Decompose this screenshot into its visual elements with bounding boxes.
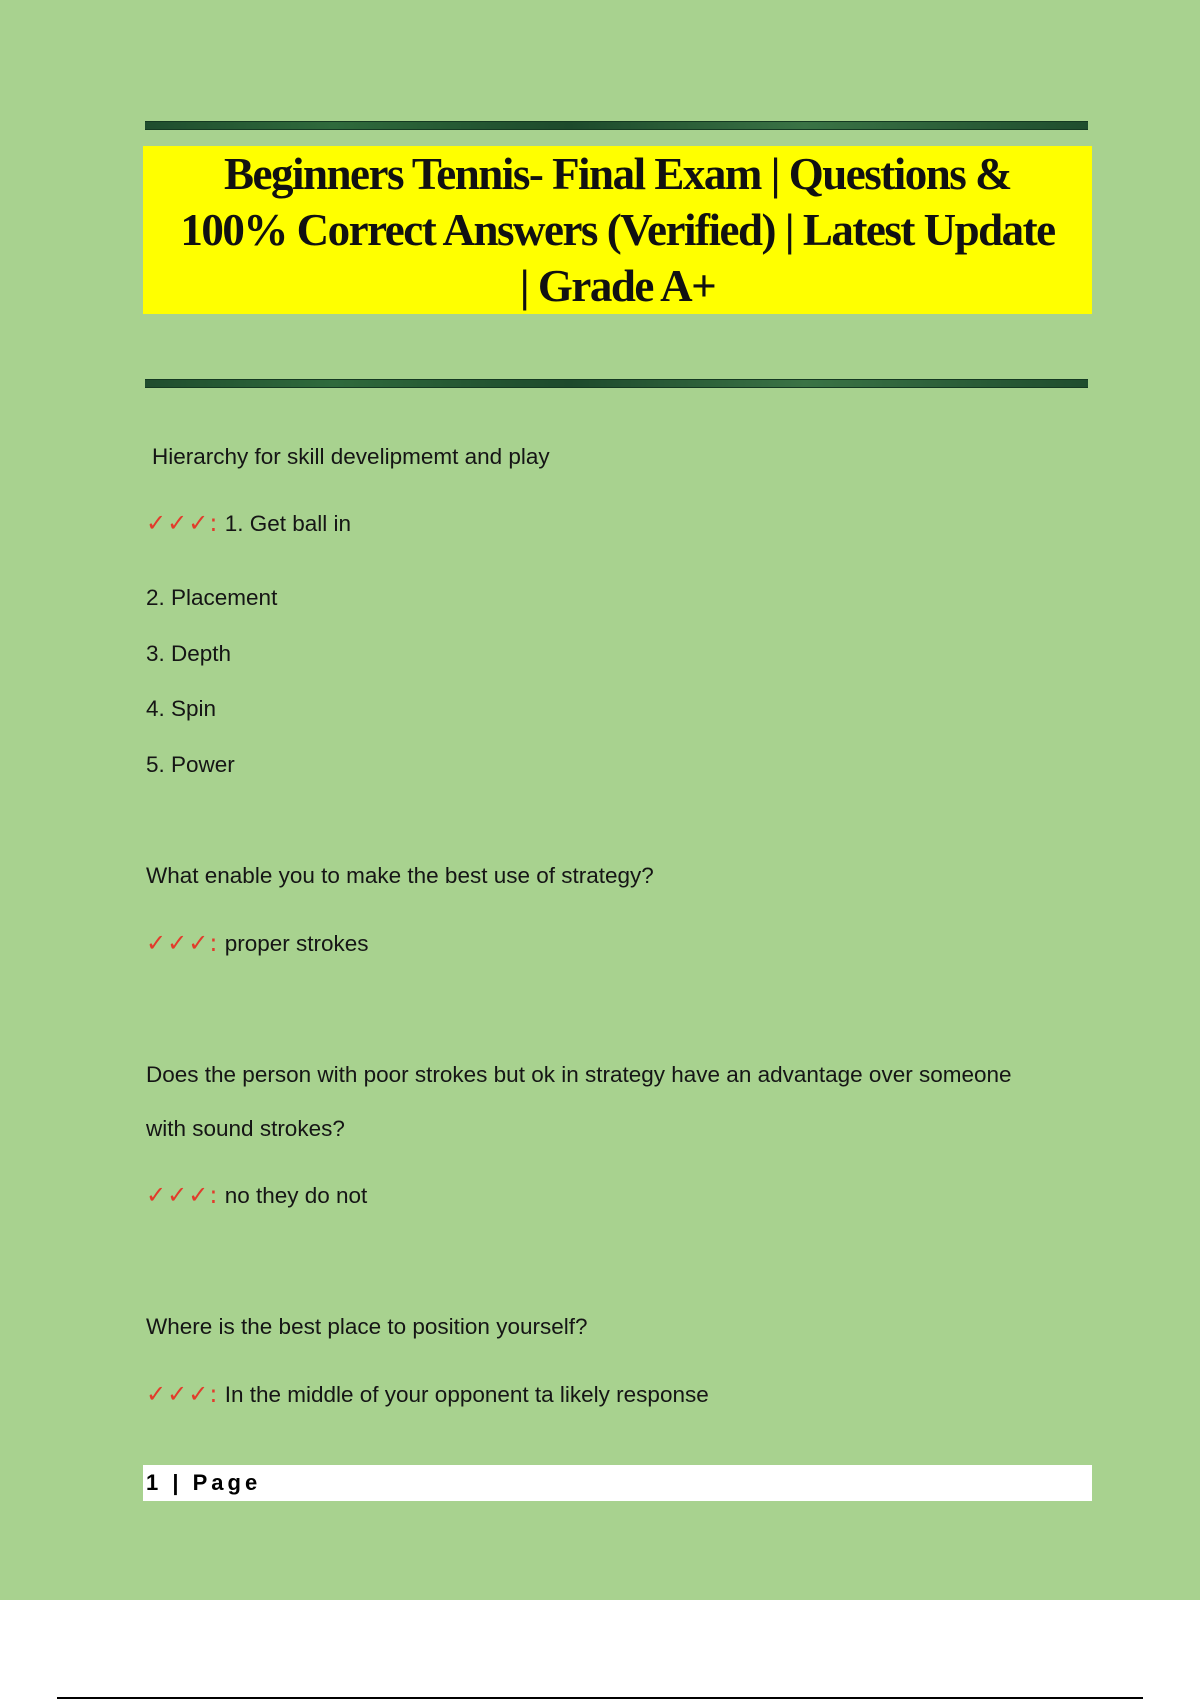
check-mark-icon: ✓✓✓: [146, 1181, 219, 1209]
question-3-line-2: with sound strokes? [146, 1116, 345, 1141]
document-title: Beginners Tennis- Final Exam | Questions & 100% Correct Answers (Verified) | Latest Update | Grade A+ [180, 149, 1055, 311]
check-mark-icon: ✓✓✓: [146, 929, 219, 957]
list-item: 3. Depth [146, 641, 232, 666]
answer-3 [146, 1181, 367, 1210]
question-3-line-1: Does the person with poor strokes but ok in strategy have an advantage over someone [146, 1062, 1012, 1087]
check-mark-icon: ✓✓✓: [146, 1380, 219, 1408]
answer-1 [146, 509, 351, 538]
question-2: What enable you to make the best use of strategy? [146, 863, 654, 888]
answer-4 [146, 1380, 709, 1409]
page-number: 1 | Page [146, 1470, 262, 1495]
answer-3-text: no they do not [224, 1183, 368, 1208]
answer-2 [146, 929, 369, 958]
answer-2-text: proper strokes [224, 931, 369, 956]
bottom-divider [145, 379, 1088, 388]
question-1: Hierarchy for skill develipmemt and play [152, 444, 550, 469]
title-highlight-box [143, 146, 1092, 314]
page-separator-line [57, 1697, 1143, 1699]
question-4: Where is the best place to position yourself? [146, 1314, 588, 1339]
top-divider [145, 121, 1088, 130]
page-footer [143, 1465, 1092, 1501]
list-item: 2. Placement [146, 585, 278, 610]
check-mark-icon: ✓✓✓: [146, 509, 219, 537]
answer-1-text: 1. Get ball in [224, 511, 352, 536]
answer-4-text: In the middle of your opponent ta likely response [224, 1382, 709, 1407]
list-item: 5. Power [146, 752, 235, 777]
list-item: 4. Spin [146, 696, 217, 721]
